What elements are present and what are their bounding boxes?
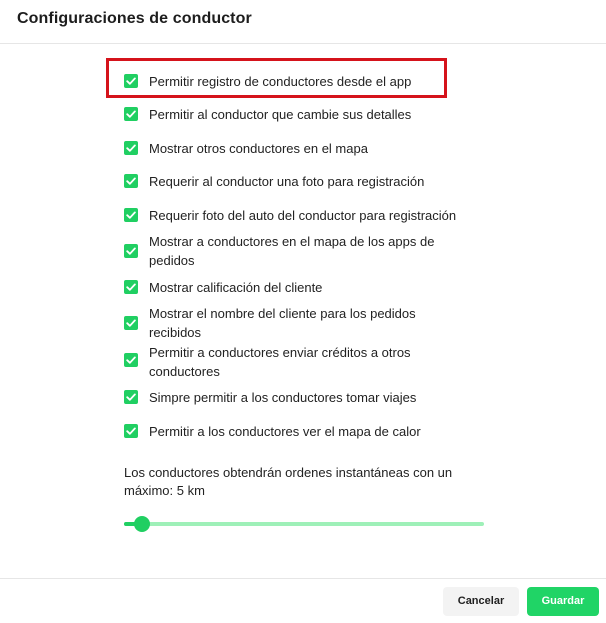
checkbox-checked-icon[interactable] xyxy=(124,424,138,438)
slider-track[interactable] xyxy=(124,522,484,526)
checkbox-checked-icon[interactable] xyxy=(124,74,138,88)
option-label: Mostrar calificación del cliente xyxy=(149,280,323,295)
option-label: Requerir foto del auto del conductor para registración xyxy=(149,208,457,223)
checkbox-checked-icon[interactable] xyxy=(124,107,138,121)
checkbox-checked-icon[interactable] xyxy=(124,316,138,330)
slider-thumb[interactable] xyxy=(134,516,150,532)
checkbox-checked-icon[interactable] xyxy=(124,244,138,258)
option-label: Permitir al conductor que cambie sus detalles xyxy=(149,107,412,122)
checkbox-checked-icon[interactable] xyxy=(124,390,138,404)
option-label: Simpre permitir a los conductores tomar viajes xyxy=(149,390,417,405)
option-label: Requerir al conductor una foto para registración xyxy=(149,174,425,189)
option-label: Permitir registro de conductores desde el app xyxy=(149,74,412,89)
dialog-title: Configuraciones de conductor xyxy=(17,10,252,27)
instant-orders-radius-text: Los conductores obtendrán ordenes instantáneas con un máximo: 5 km xyxy=(124,465,453,498)
option-label: Mostrar otros conductores en el mapa xyxy=(149,141,368,156)
checkbox-checked-icon[interactable] xyxy=(124,174,138,188)
option-label: Mostrar el nombre del cliente para los pedidos recibidos xyxy=(149,306,416,340)
option-label: Permitir a conductores enviar créditos a otros conductores xyxy=(149,345,411,379)
checkbox-checked-icon[interactable] xyxy=(124,208,138,222)
option-label: Mostrar a conductores en el mapa de los apps de pedidos xyxy=(149,234,435,268)
checkbox-checked-icon[interactable] xyxy=(124,280,138,294)
save-button[interactable]: Guardar xyxy=(527,587,599,616)
checkbox-checked-icon[interactable] xyxy=(124,353,138,367)
dialog-header xyxy=(0,0,606,44)
option-label: Permitir a los conductores ver el mapa de calor xyxy=(149,424,421,439)
checkbox-checked-icon[interactable] xyxy=(124,141,138,155)
radius-slider[interactable] xyxy=(124,516,484,532)
cancel-button[interactable]: Cancelar xyxy=(443,587,519,616)
